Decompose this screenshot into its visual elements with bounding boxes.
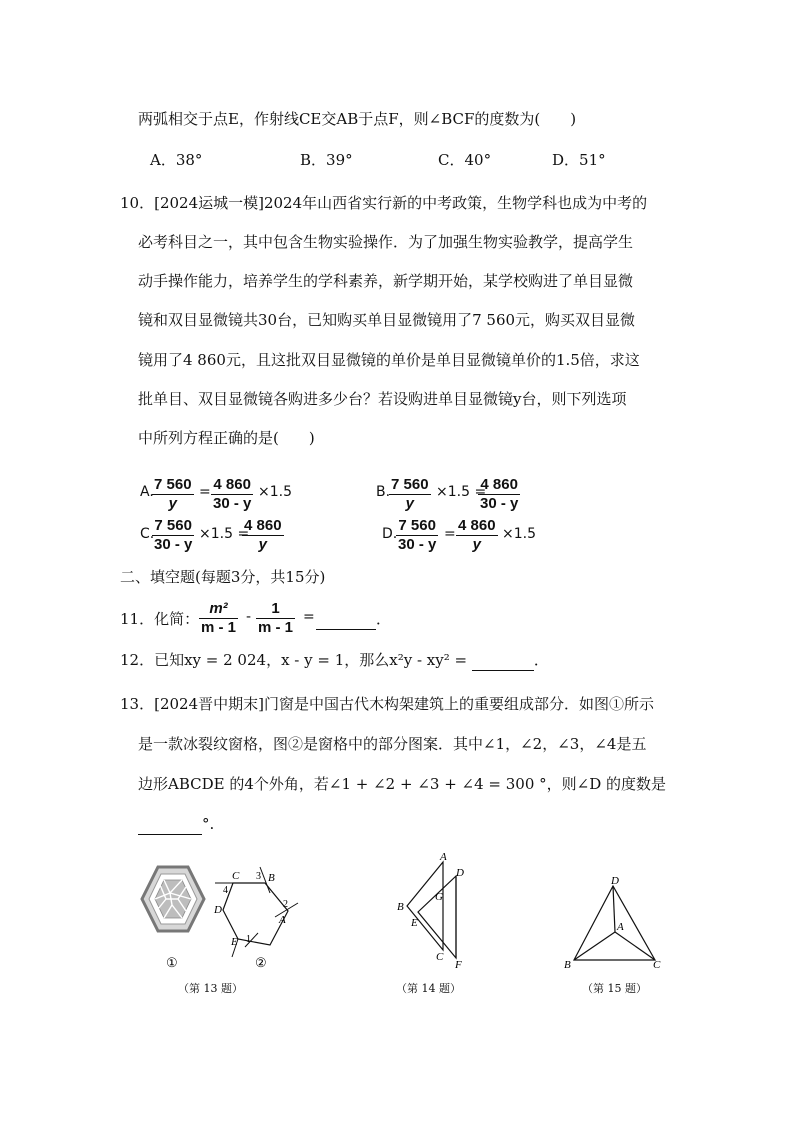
section-title: 二、填空题(每题3分，共15分) [120, 568, 326, 586]
q9-text: 两弧相交于点E，作射线CE交AB于点F，则∠BCF的度数为( ) [138, 110, 577, 128]
fig15-label-a: A [617, 921, 624, 933]
q9-option-b: B．39° [300, 151, 353, 169]
q11-end: ． [376, 610, 392, 628]
q10-option-a-frac1 [152, 476, 194, 513]
denominator: y [472, 536, 481, 553]
figure-15 [560, 872, 670, 977]
answer-blank [472, 650, 534, 671]
q10-option-b-frac1 [389, 476, 431, 513]
fig15-label-b: B [564, 959, 571, 971]
q10-option-a-frac2 [211, 476, 253, 513]
fig14-label-f: F [455, 959, 462, 971]
fig14-label-d: D [456, 867, 464, 879]
fig13-sub1: ① [166, 955, 178, 970]
q11-eq: = [303, 609, 315, 625]
q10-option-d-frac2 [456, 517, 498, 554]
q9-option-d: D．51° [552, 151, 606, 169]
q10-option-a-eq: = [199, 484, 211, 500]
q11-frac1 [199, 600, 238, 637]
denominator: 30 - y [213, 495, 252, 512]
figure-13 [120, 855, 310, 980]
denominator: m - 1 [258, 619, 294, 636]
q10-line-3: 动手操作能力，培养学生的学科素养，新学期开始，某学校购进了单目显微 [138, 272, 634, 290]
fig13-label-3: 3 [256, 871, 261, 882]
q10-option-b-label: B. [376, 484, 391, 500]
q10-line-1: 10．[2024运城一模]2024年山西省实行新的中考政策，生物学科也成为中考的 [120, 194, 648, 212]
q10-option-a-label: A. [140, 484, 154, 500]
numerator: 7 560 [152, 517, 194, 536]
q10-option-d-label: D. [382, 526, 398, 542]
fig14-caption: （第 14 题） [396, 982, 461, 995]
fig13-caption: （第 13 题） [178, 982, 243, 995]
q11-frac2 [256, 600, 295, 637]
fig15-label-c: C [653, 959, 661, 971]
q10-option-b-frac2 [478, 476, 520, 513]
q10-option-b-mid: ×1.5 = [436, 484, 487, 500]
fig13-label-c: C [232, 870, 240, 882]
denominator: y [168, 495, 177, 512]
q10-line-6: 批单目、双目显微镜各购进多少台？若设购进单目显微镜y台，则下列选项 [138, 390, 627, 408]
numerator: m² [199, 600, 238, 619]
q10-line-4: 镜和双目显微镜共30台，已知购买单目显微镜用了7 560元，购买双目显微 [138, 311, 636, 329]
numerator: 7 560 [391, 476, 429, 493]
figure-14 [380, 850, 490, 975]
q10-line-7: 中所列方程正确的是( ) [138, 429, 315, 447]
q13-line-2: 是一款冰裂纹窗格，图②是窗格中的部分图案．其中∠1，∠2，∠3，∠4是五 [138, 735, 647, 753]
q13-line-1: 13．[2024晋中期末]门窗是中国古代木构架建筑上的重要组成部分．如图①所示 [120, 695, 654, 713]
q12-text [120, 650, 549, 671]
q10-option-c-mid: ×1.5 = [199, 526, 250, 542]
numerator: 4 860 [478, 476, 520, 495]
q11-minus: - [246, 609, 252, 625]
fig13-sub2: ② [255, 955, 267, 970]
answer-blank [138, 814, 202, 835]
q11-prefix: 11．化简： [120, 610, 200, 628]
numerator: 7 560 [396, 517, 438, 536]
q10-option-d-frac1 [396, 517, 438, 554]
fig13-label-b: B [268, 872, 275, 884]
fig15-label-d: D [611, 875, 619, 887]
fig14-label-c: C [436, 951, 444, 963]
answer-blank [316, 609, 376, 630]
fig14-label-e: E [411, 917, 418, 929]
denominator: 30 - y [154, 536, 193, 553]
q13-line-4 [138, 814, 214, 835]
fig14-label-b: B [397, 901, 404, 913]
q12-end: ． [533, 651, 549, 669]
denominator: m - 1 [201, 619, 237, 636]
q10-option-c-frac1 [152, 517, 194, 554]
fig13-label-a: A [279, 914, 286, 926]
fig14-label-g: G [435, 891, 443, 903]
q13-line-3: 边形ABCDE 的4个外角，若∠1 + ∠2 + ∠3 + ∠4 = 300 °，则∠D 的度数是 [138, 775, 667, 793]
ice-crack-window-icon [142, 867, 204, 931]
numerator: 7 560 [154, 476, 192, 493]
fig13-label-e: E [231, 936, 238, 948]
q9-option-a: A．38° [150, 151, 203, 169]
triangles-diagram [407, 862, 456, 958]
q12-body: 12．已知xy = 2 024，x - y = 1，那么x²y - xy² = [120, 651, 468, 669]
q13-end: °. [202, 815, 215, 833]
numerator: 1 [256, 600, 295, 619]
triangle-point-diagram [574, 886, 655, 960]
numerator: 4 860 [244, 517, 282, 534]
q10-line-2: 必考科目之一，其中包含生物实验操作．为了加强生物实验教学，提高学生 [138, 233, 634, 251]
q9-option-c: C．40° [438, 151, 492, 169]
q10-option-c-label: C. [140, 526, 155, 542]
fig13-label-1: 1 [246, 934, 251, 945]
fig13-label-4: 4 [223, 885, 228, 896]
numerator: 4 860 [458, 517, 496, 534]
numerator: 4 860 [211, 476, 253, 495]
q11-answer [316, 609, 391, 630]
denominator: y [405, 495, 414, 512]
fig15-caption: （第 15 题） [582, 982, 647, 995]
denominator: y [258, 536, 267, 553]
q10-option-c-frac2 [242, 517, 284, 554]
denominator: 30 - y [398, 536, 437, 553]
q10-option-d-tail: ×1.5 [502, 526, 536, 542]
q10-line-5: 镜用了4 860元，且这批双目显微镜的单价是单目显微镜单价的1.5倍，求这 [138, 351, 640, 369]
fig14-label-a: A [440, 851, 447, 863]
q10-option-d-eq: = [444, 526, 456, 542]
fig13-label-d: D [214, 904, 222, 916]
q10-option-a-tail: ×1.5 [258, 484, 292, 500]
fig13-label-2: 2 [283, 899, 288, 910]
denominator: 30 - y [480, 495, 519, 512]
